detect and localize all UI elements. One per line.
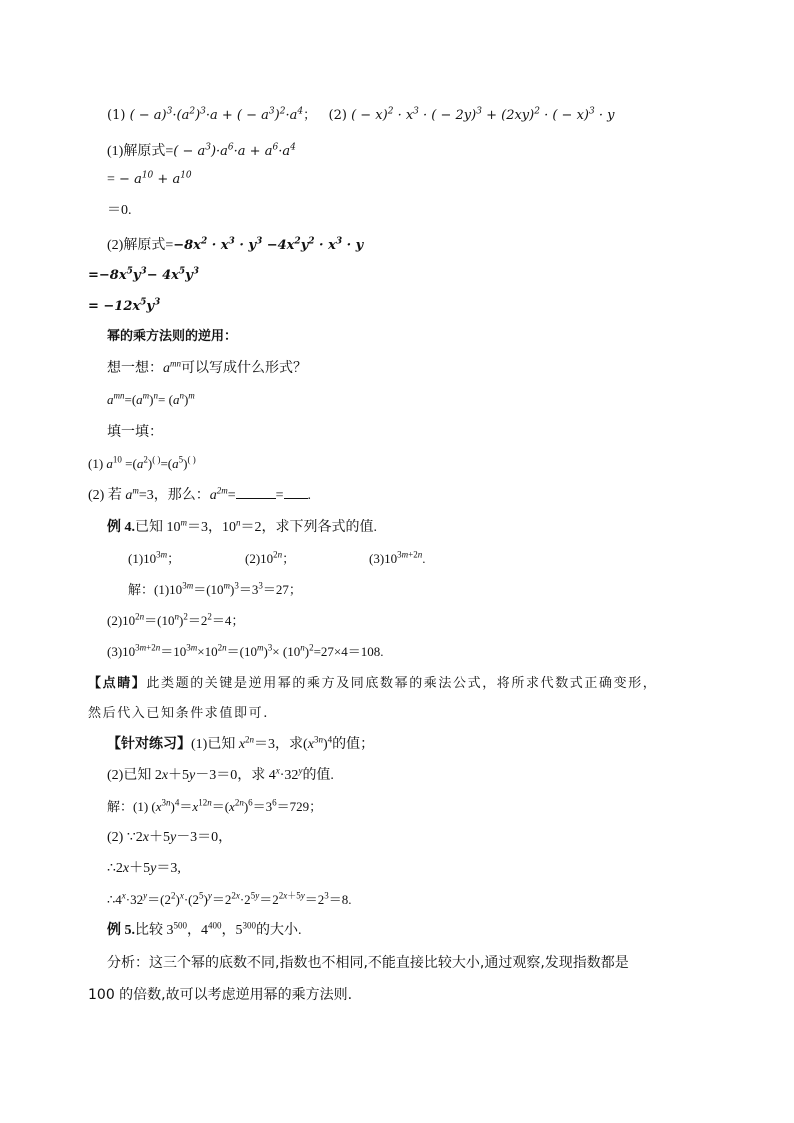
practice-solution-1: 解：(1) $(x^{3n})^4=x^{12n}=(x^{2n})^6=3^6=729$； xyxy=(107,797,323,814)
fill-item-2: (2) 若 $a^m=3$，那么：$a^{2m}=$ = . xyxy=(88,485,312,503)
solution-1-line-1: (1)解原式=( − $a^3)\cdot a^6\cdot a + a^6\cdot a^4$ xyxy=(107,142,296,159)
practice-solution-4: $\therefore 4^x\cdot 32^y=(2^2)^x\cdot(2^5)^y=2^{2x}\cdot 2^{5y}=2^{2x+5y}=2^3=8$. xyxy=(107,890,352,907)
solution-2-line-3: = $-12x^5y^3$ xyxy=(88,297,161,314)
solution-2-line-2: $=-8x^5y^3- 4x^5y^3$ xyxy=(88,266,199,283)
problem-line: (1) ( − $a)^3\cdot(a^2)^3\cdot a$ + ( − $a^3)^2\cdot a^4$； (2) ( − $x)^2 \cdot x^3$ · ( − $2y)^3 + (2xy)^2$ · ( − x)$^3$ · y xyxy=(107,106,615,123)
hint-line-2: 然后代入已知条件求值即可. xyxy=(88,706,269,721)
example-4-part-3: $(3)10^{3m+2n}$. xyxy=(369,549,426,566)
analysis-line-1: 分析：这三个幂的底数不同,指数也不相同,不能直接比较大小,通过观察,发现指数都是 xyxy=(107,955,629,971)
practice-line-2: (2)已知 2x＋5y－3＝0，求 $4^x\cdot 32^y$的值. xyxy=(107,765,334,783)
answer-blank-2[interactable] xyxy=(284,486,308,499)
example-4-solution-2: $(2)10^{2n}=(10^n)^2=2^2=4$； xyxy=(107,611,245,628)
practice-line-1: 【针对练习】(1)已知 $x^{2n}=3$，求$(x^{3n})^4$的值； xyxy=(107,734,375,752)
example-4-solution-1: 解：$(1)10^{3m}=(10^m)^3=3^3=27$； xyxy=(128,580,302,597)
think-line: 想一想：$a^{mn}$可以写成什么形式？ xyxy=(107,358,307,376)
solution-2-line-1: (2)解原式$=-8x^2 \cdot x^3 \cdot y^3 -4x^2y^2 \cdot x^3 \cdot y$ xyxy=(107,236,364,253)
example-4-part-2: $(2)10^{2n}$； xyxy=(245,549,296,566)
hint-line-1: 【点睛】此类题的关键是逆用幂的乘方及同底数幂的乘法公式，将所求代数式正确变形， xyxy=(88,676,658,691)
analysis-line-2: 100 的倍数,故可以考虑逆用幂的乘方法则. xyxy=(88,987,353,1003)
solution-1-line-2: = − $a^{10} + a^{10}$ xyxy=(107,170,192,187)
solution-1-line-3: ＝0. xyxy=(107,203,132,218)
practice-solution-2: (2) ∵2x＋5y－3＝0， xyxy=(107,830,233,845)
example-4-solution-3: $(3)10^{3m+2n}=10^{3m}\times 10^{2n}=(10^m)^3\times (10^n)^2=27\times 4=108$. xyxy=(107,642,384,659)
fill-heading: 填一填： xyxy=(107,424,163,440)
section-heading: 幂的乘方法则的逆用： xyxy=(107,329,238,344)
example-4-question: 例 4.已知 $10^m=3$，$10^n=2$，求下列各式的值. xyxy=(107,517,377,535)
fill-item-1: (1) $a^{10} =(a^2)^{( )}=(a^5)^{( )}$ xyxy=(88,454,196,471)
example-5-question: 例 5.比较 $3^{500}$，$4^{400}$，$5^{300}$的大小. xyxy=(107,920,302,938)
practice-solution-3: ∴2x＋5y＝3, xyxy=(107,861,181,876)
power-identity: $a^{mn}=(a^m)^n= (a^n)^m$ xyxy=(107,390,195,407)
example-4-part-1: $(1)10^{3m}$； xyxy=(128,549,181,566)
answer-blank-1[interactable] xyxy=(236,486,276,499)
